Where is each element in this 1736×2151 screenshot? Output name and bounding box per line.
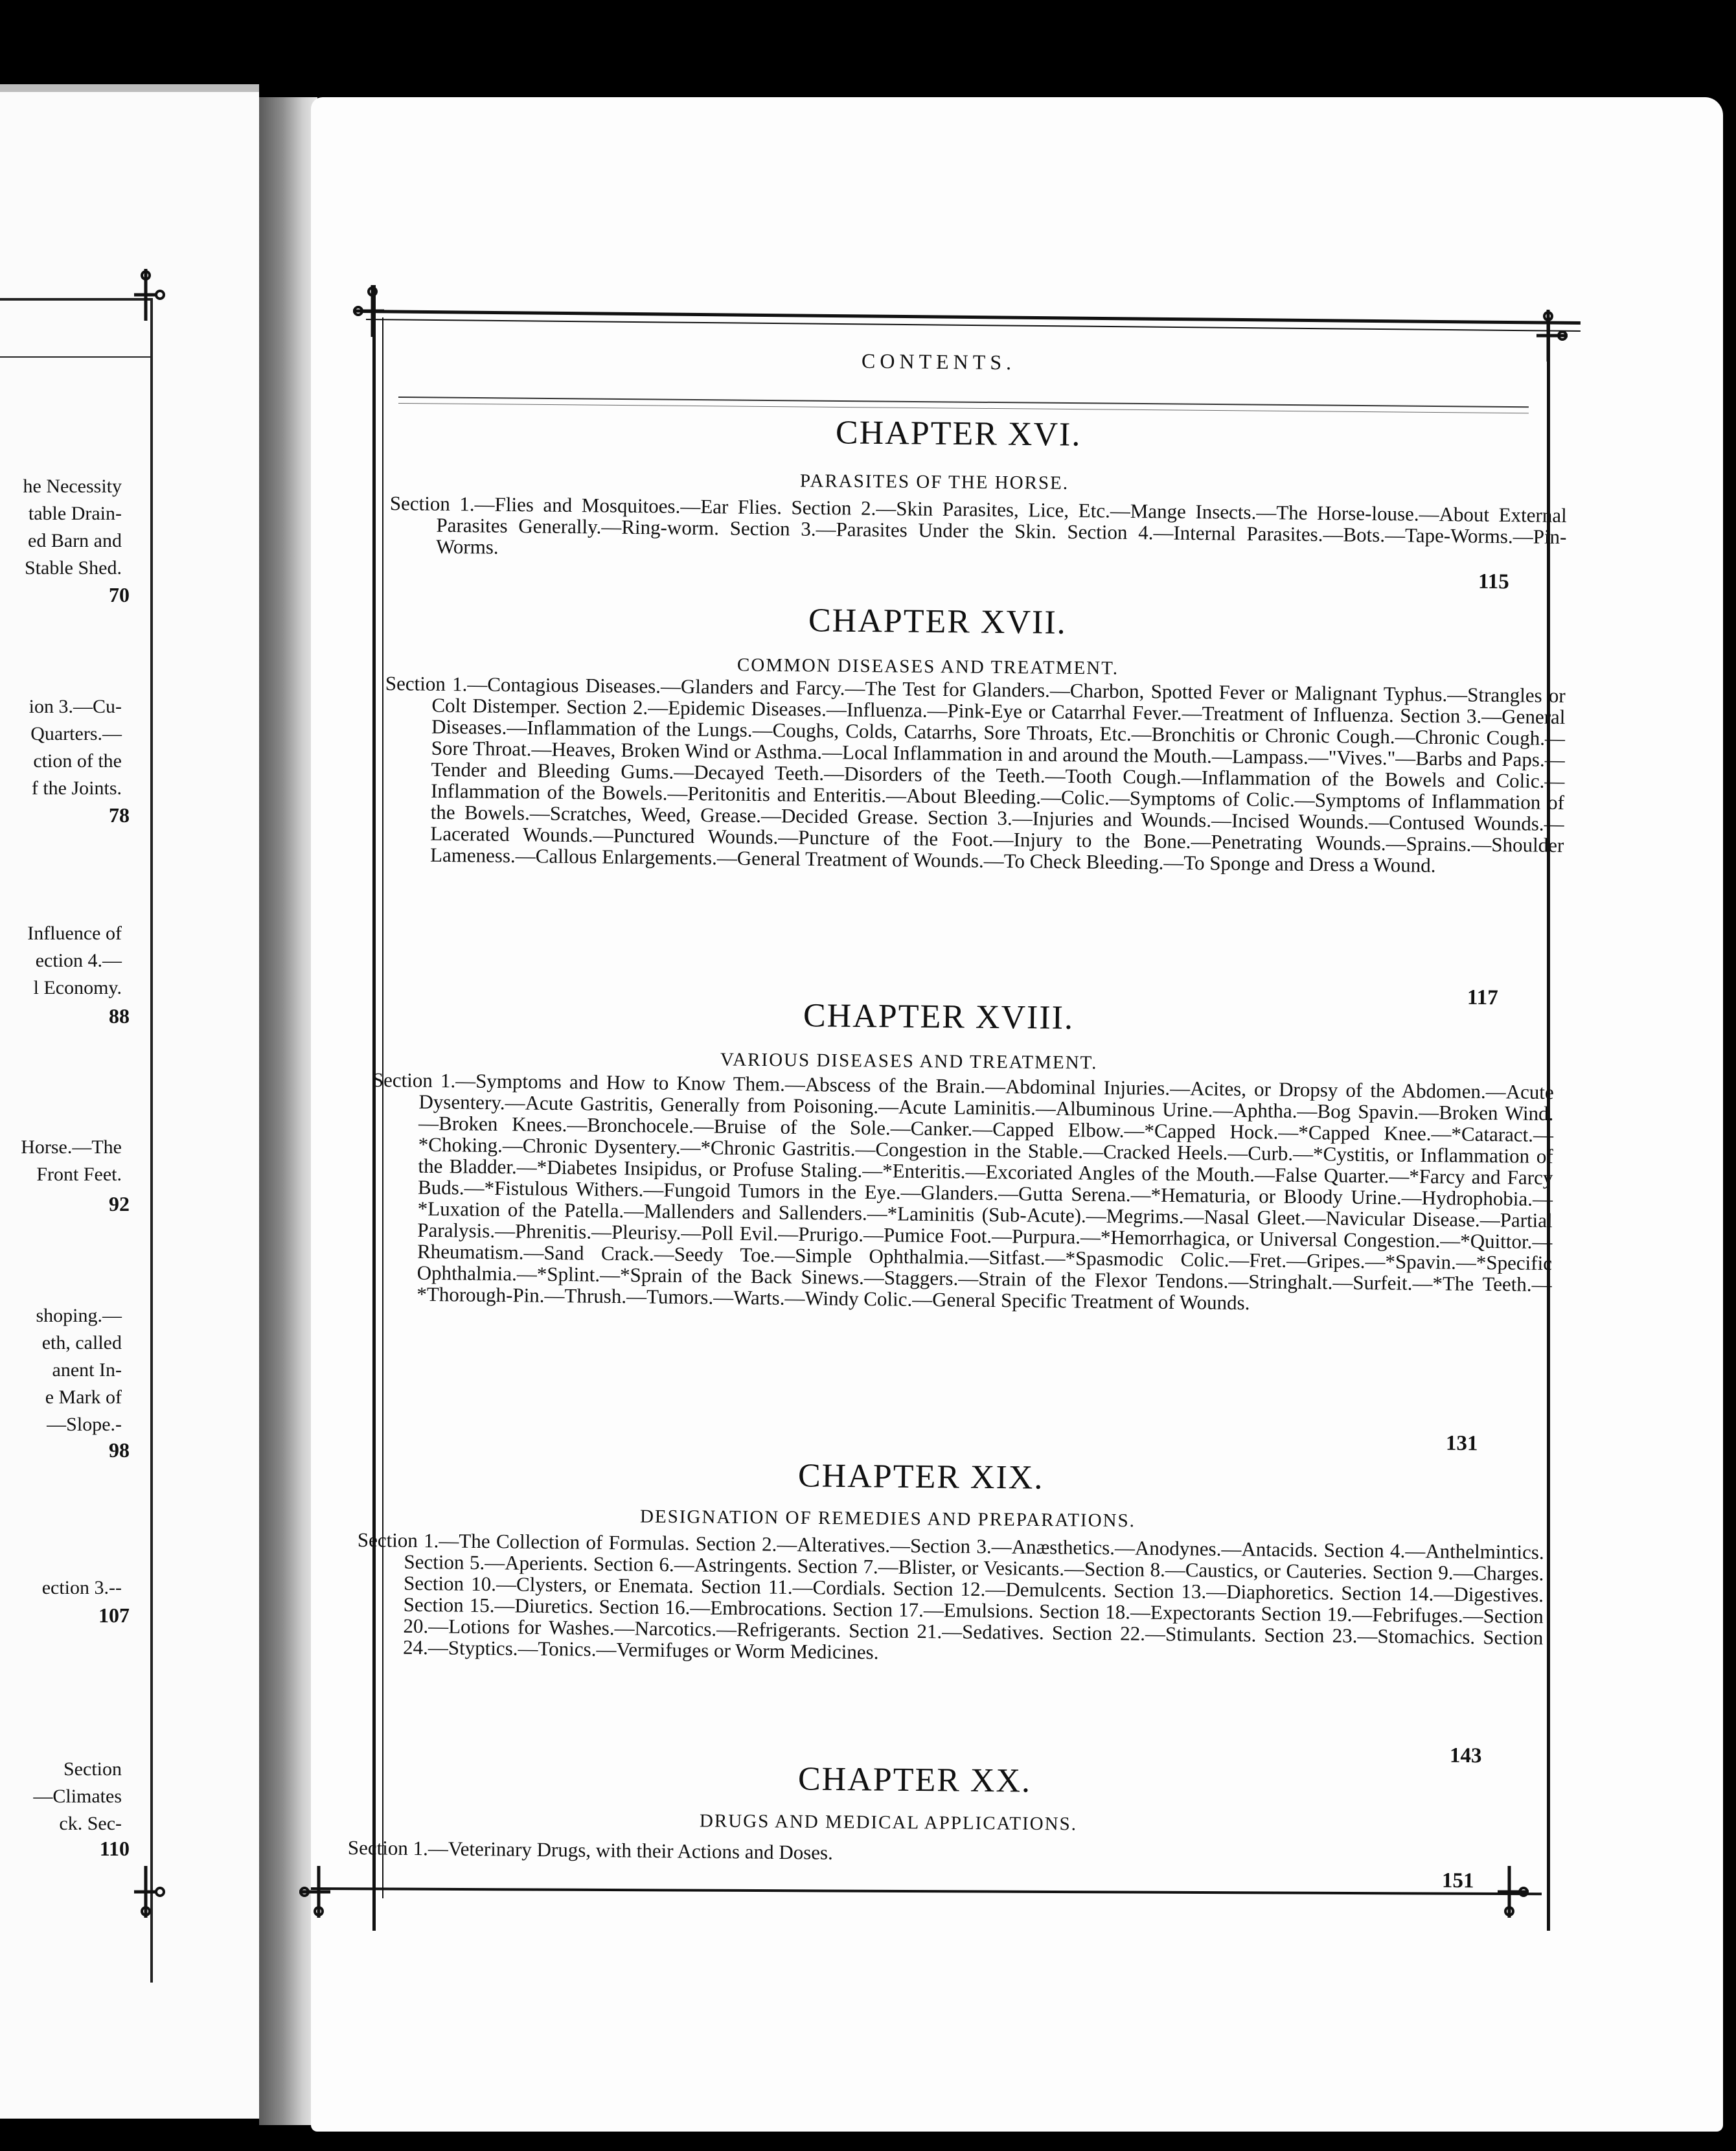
left-page-border: [150, 298, 153, 1983]
left-page-number: 107: [98, 1604, 130, 1627]
chapter-subtitle: VARIOUS DISEASES AND TREATMENT.: [720, 1049, 1098, 1074]
left-entry-0: he Necessity table Drain- ed Barn and Stable Shed.: [23, 476, 122, 579]
chapter-subtitle: PARASITES OF THE HORSE.: [799, 470, 1069, 494]
chapter-title: CHAPTER XVIII.: [803, 997, 1075, 1037]
corner-ornament-icon: [353, 285, 392, 337]
page-title: CONTENTS.: [861, 349, 1016, 374]
left-entry-1: ion 3.—Cu- Quarters.— ction of the f the Joints.: [29, 696, 122, 799]
chapter-body: Section 1.—Veterinary Drugs, with their Actions and Doses.: [347, 1836, 834, 1864]
chapter-page-number: 143: [1449, 1743, 1482, 1768]
chapter-title: CHAPTER XVI.: [835, 414, 1082, 454]
left-page-number: 92: [109, 1192, 130, 1215]
chapter-body: Section 1.—Symptoms and How to Know Them.—Abscess of the Brain.—Abdominal Injuries.—Acites, or Dropsy of the Abdomen.—Acute Dysentery.—Acute Gastritis, Generally from Poisoning.—Acute Laminitis.—Albuminous Urine.—Aphtha.—Bog Spavin.—Broken Wind.—Broken Knees.—Bronchocele.—Bruise of the Sole.—Canker.—Capped Elbow.—*Capped Hock.—*Capped Knee.—*Cataract.—*Choking.—Chronic Dysentery.—*Chronic Gastritis.—Congestion in the Stable.—Cracked Heels.—Curb.—*Cystitis, or Inflammation of the Bladder.—*Diabetes Insipidus, or Profuse Staling.—*Enteritis.—Excoriated Angles of the Mouth.—False Quarter.—*Farcy and Farcy Buds.—*Fistulous Withers.—Fungoid Tumors in the Eye.—Glanders.—Gutta Serena.—*Hematuria, or Bloody Urine.—Hydrophobia.—*Luxation of the Patella.—Mallenders and Sallenders.—*Laminitis (Sub-Acute).—Megrims.—Nasal Gleet.—Navicular Disease.—Partial Paralysis.—Phrenitis.—Pleurisy.—Poll Evil.—Prurigo.—Pumice Foot.—Purpura.—*Hemorrhagica, or Universal Congestion.—*Quittor.—Rheumatism.—Sand Crack.—Seedy Toe.—Simple Ophthalmia.—Sitfast.—*Spasmodic Colic.—Fret.—Gripes.—*Spavin.—*Specific Ophthalmia.—*Splint.—*Sprain of the Back Sinews.—Staggers.—Strain of the Flexor Tendons.—Stringhalt.—Surfeit.—*The Teeth.—*Thorough-Pin.—Thrush.—Tumors.—Warts.—Windy Colic.—General Specific Treatment of Wounds.: [372, 1068, 1554, 1315]
chapter-title: CHAPTER XX.: [797, 1760, 1032, 1800]
chapter-body: Section 1.—The Collection of Formulas. Section 2.—Alteratives.—Section 3.—Anæsthetics.—Anodynes.—Antacids. Section 4.—Anthelmintics. Section 5.—Aperients. Section 6.—Astringents. Section 7.—Blister, or Vesicants.—Section 8.—Caustics, or Cauteries. Section 9.—Charges. Section 10.—Clysters, or Enemata. Section 11.—Cordials. Section 12.—Demulcents. Section 13.—Diaphoretics. Section 14.—Digestives. Section 15.—Diuretics. Section 16.—Embrocations. Section 17.—Emulsions. Section 18.—Expectorants Section 19.—Febrifuges.—Section 20.—Lotions for Washes.—Narcotics.—Refrigerants. Section 21.—Sedatives. Section 22.—Stimulants. Section 23.—Stomachics. Section 24.—Styptics.—Tonics.—Vermifuges or Worm Medicines.: [357, 1528, 1544, 1664]
chapter-subtitle: COMMON DISEASES AND TREATMENT.: [737, 654, 1119, 679]
left-page-number: 88: [109, 1004, 130, 1028]
chapter-subtitle: DRUGS AND MEDICAL APPLICATIONS.: [699, 1810, 1078, 1835]
left-entry-3: Horse.—The Front Feet.: [21, 1136, 122, 1185]
chapter-body: Section 1.—Flies and Mosquitoes.—Ear Flies. Section 2.—Skin Parasites, Lice, Etc.—Mange Insects.—The Horse-louse.—About External Parasites Generally.—Ring-worm. Section 3.—Parasites Under the Skin. Section 4.—Internal Parasites.—Bots.—Tape-Worms.—Pin-Worms.: [389, 492, 1567, 558]
left-page-number: 78: [109, 803, 130, 827]
corner-ornament-icon: [1529, 310, 1568, 362]
corner-ornament-icon: [299, 1866, 338, 1918]
left-facing-page: [0, 84, 259, 2119]
chapter-page-number: 117: [1467, 985, 1498, 1010]
left-entry-4: shoping.— eth, called anent In- e Mark of —Slope.-: [36, 1305, 122, 1435]
left-entry-5: ection 3.--: [41, 1577, 122, 1598]
corner-ornament-icon: [126, 1866, 165, 1918]
left-page-number: 110: [99, 1837, 130, 1860]
chapter-page-number: 151: [1441, 1869, 1474, 1893]
chapter-title: CHAPTER XIX.: [797, 1457, 1044, 1497]
chapter-subtitle: DESIGNATION OF REMEDIES AND PREPARATIONS.: [639, 1506, 1136, 1532]
page-edge-strip: [0, 84, 259, 92]
left-entry-6: Section —Climates ck. Sec-: [33, 1758, 122, 1834]
corner-ornament-icon: [1490, 1866, 1529, 1918]
left-page-sub-rule: [0, 356, 150, 358]
left-page-number: 98: [109, 1438, 130, 1462]
chapter-title: CHAPTER XVII.: [808, 602, 1067, 641]
chapter-page-number: 131: [1445, 1431, 1478, 1456]
chapter-page-number: 115: [1478, 569, 1509, 594]
corner-ornament-icon: [126, 269, 165, 321]
chapter-body: Section 1.—Contagious Diseases.—Glanders and Farcy.—The Test for Glanders.—Charbon, Spotted Fever or Malignant Typhus.—Strangles or Colt Distemper. Section 2.—Epidemic Diseases.—Influenza.—Pink-Eye or Catarrhal Fever.—Treatment of Influenza. Section 3.—General Diseases.—Inflammation of the Lungs.—Coughs, Colds, Catarrhs, Sore Throats, Etc.—Bronchitis or Chronic Cough.—Chronic Cough.—Sore Throat.—Heaves, Broken Wind or Asthma.—Local Inflammation in and around the Mouth.—Lampass.—"Vives."—Barbs and Paps.—Tender and Bleeding Gums.—Decayed Teeth.—Disorders of the Teeth.—Tooth Cough.—Inflammation of the Bowels and Colic.—Inflammation of the Bowels.—Peritonitis and Enteritis.—About Bleeding.—Colic.—Symptoms of Colic.—Symptoms of Inflammation of the Bowels.—Scratches, Weed, Grease.—Decided Grease. Section 3.—Injuries and Wounds.—Incised Wounds.—Contused Wounds.—Lacerated Wounds.—Punctured Wounds.—Puncture of the Foot.—Injury to the Bone.—Penetrating Wounds.—Sprains.—Shoulder Lameness.—Callous Enlargements.—General Treatment of Wounds.—To Check Bleeding.—To Sponge and Dress a Wound.: [385, 672, 1566, 877]
left-page-number: 70: [109, 583, 130, 606]
left-entry-2: Influence of ection 4.— l Economy.: [27, 923, 122, 998]
book-gutter: [259, 97, 317, 2125]
